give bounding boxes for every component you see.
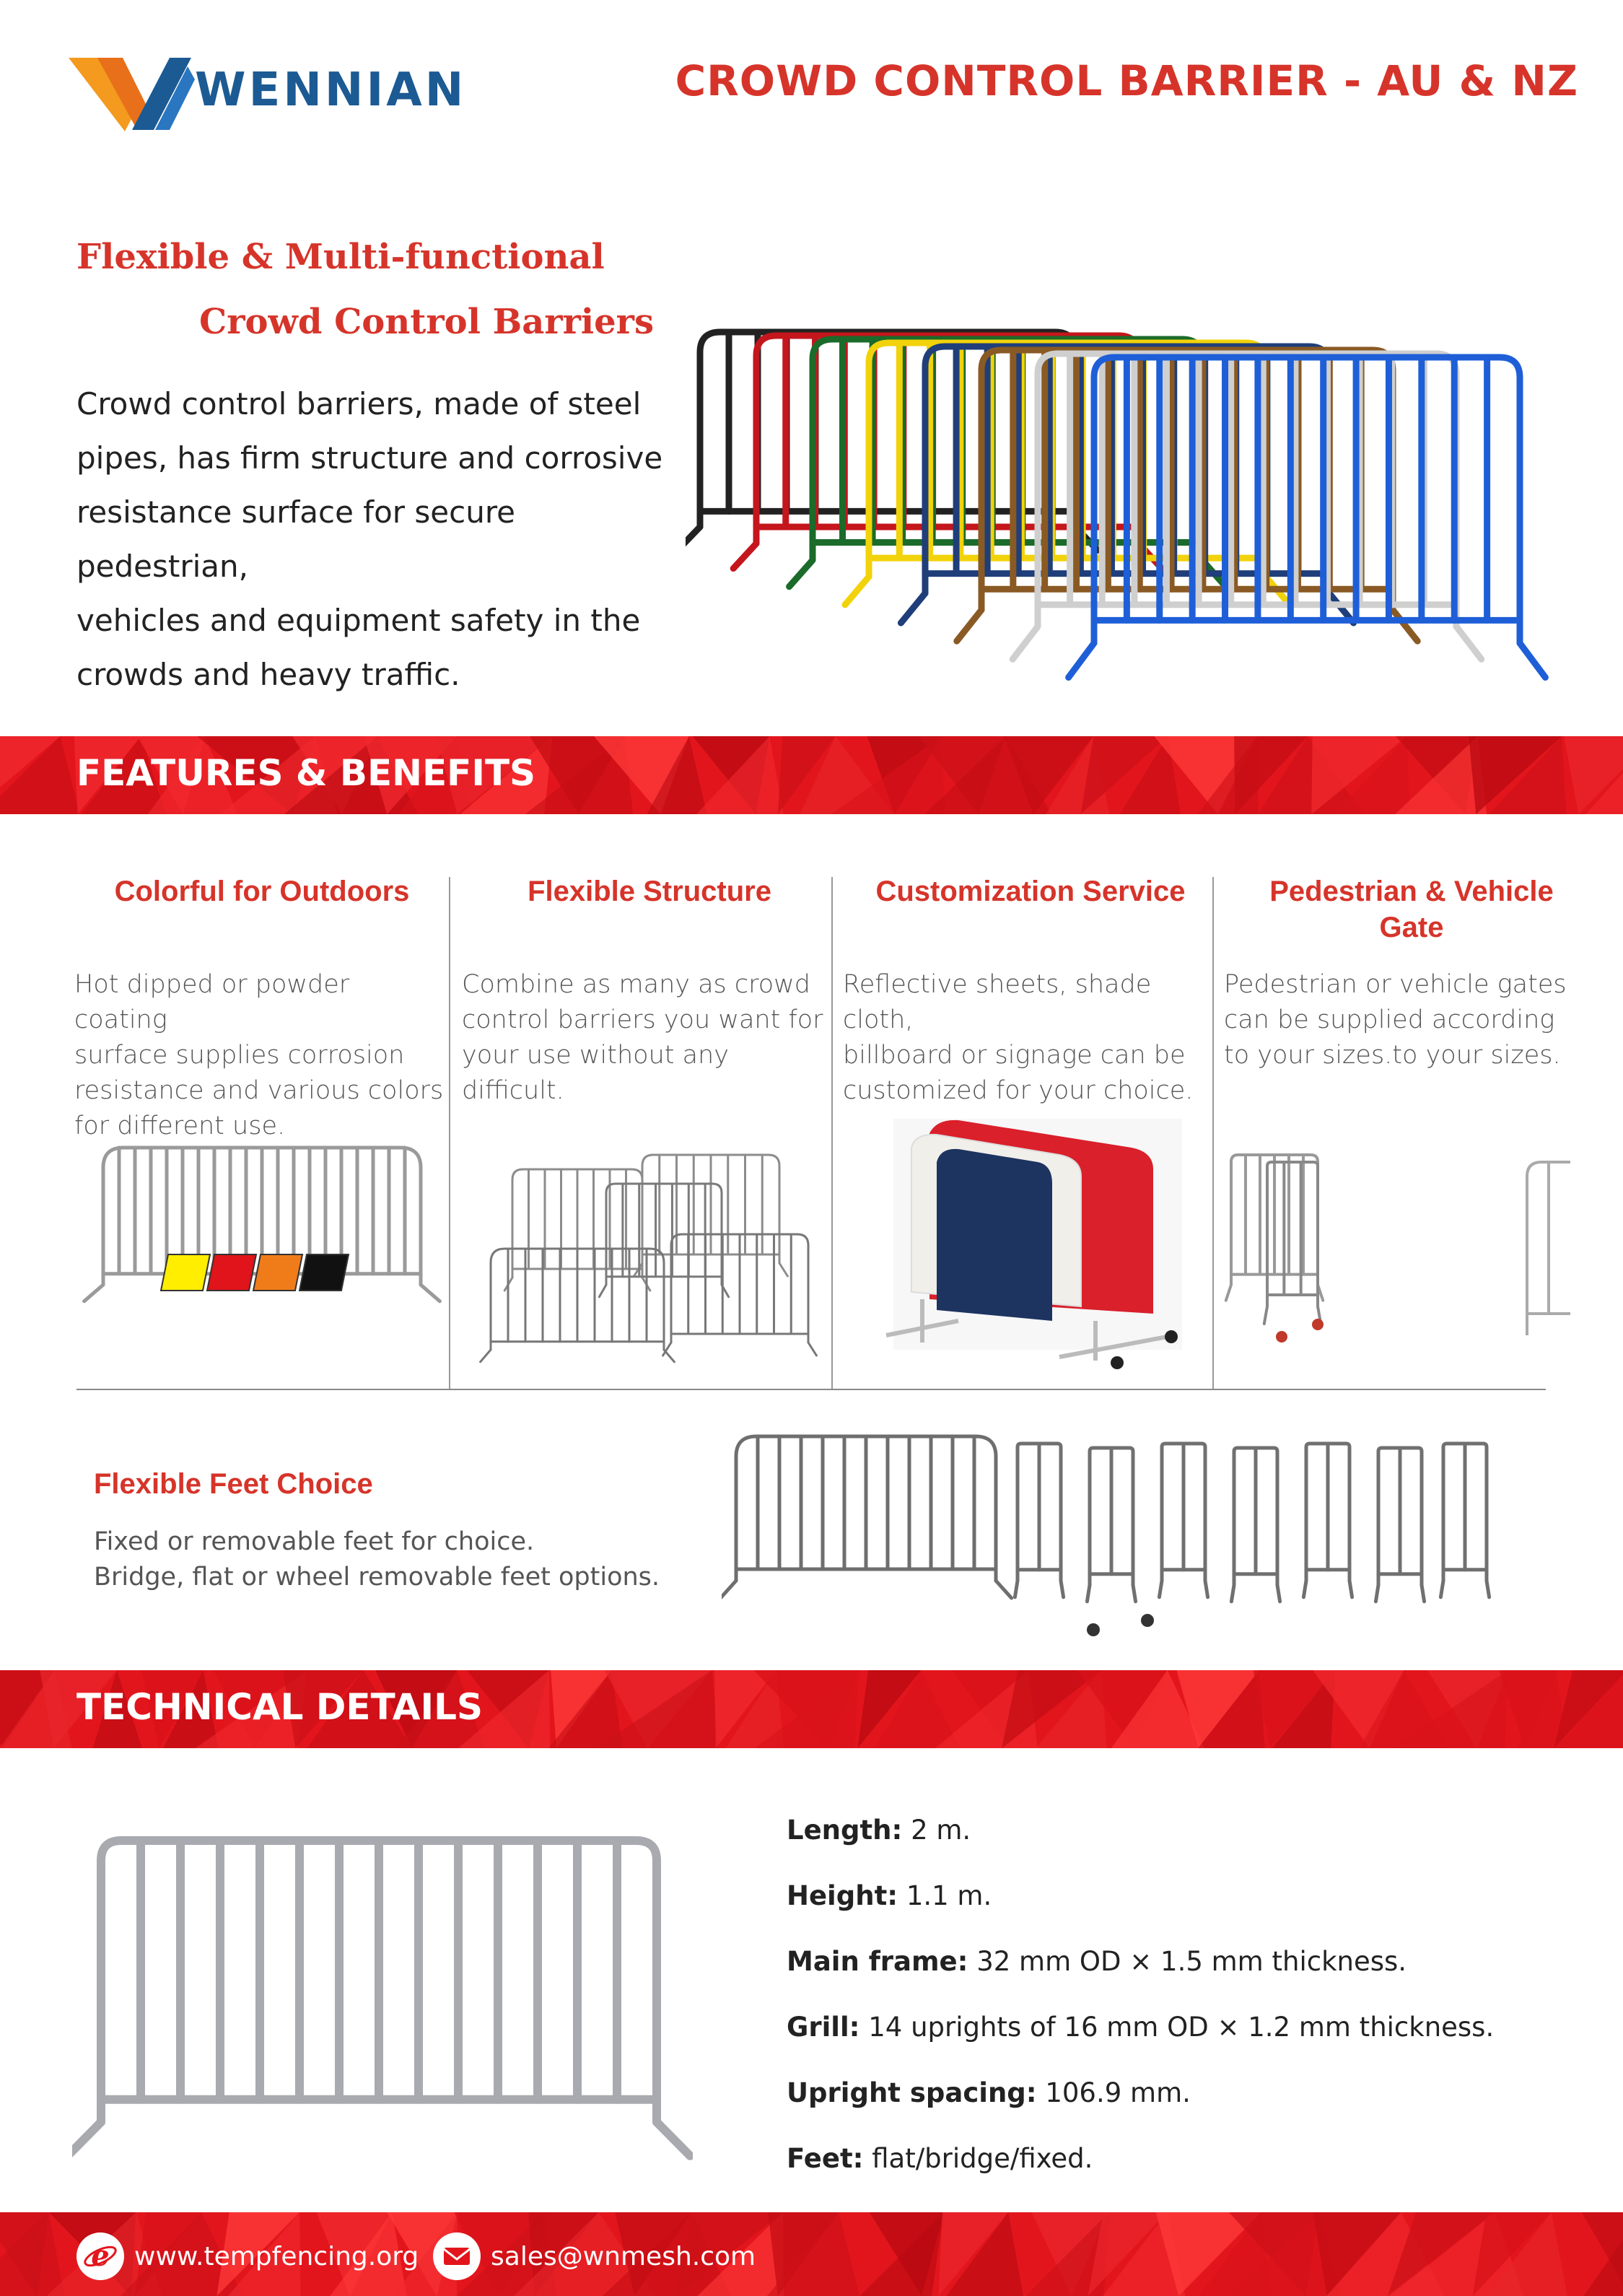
email-link[interactable]: sales@wnmesh.com (491, 2241, 756, 2271)
color-swatch (207, 1254, 256, 1291)
web-icon (76, 2232, 124, 2280)
spec-grill: Grill: 14 uprights of 16 mm OD × 1.2 mm thickness. (787, 2012, 1495, 2043)
feature-flexible-structure (462, 866, 837, 1386)
feature-line: customized for your choice. (843, 1076, 1194, 1105)
feet-choice-title: Flexible Feet Choice (94, 1468, 373, 1500)
column-divider (449, 877, 450, 1389)
technical-banner-title: TECHNICAL DETAILS (76, 1686, 483, 1728)
colored-barriers-image (686, 318, 1566, 707)
combined-barriers-image (462, 1104, 837, 1379)
feet-choice-description (94, 1524, 660, 1595)
spec-length: Length: 2 m. (787, 1815, 971, 1846)
feature-line: to your sizes.to your sizes. (1224, 1041, 1561, 1070)
feature-line: your use without any difficult. (462, 1041, 729, 1105)
brand-name: WENNIAN (195, 64, 467, 117)
spec-upright-spacing: Upright spacing: 106.9 mm. (787, 2077, 1191, 2108)
column-divider (1212, 877, 1214, 1389)
feature-line: Reflective sheets, shade cloth, (843, 970, 1152, 1034)
feature-line: Pedestrian or vehicle gates (1224, 970, 1567, 999)
intro-paragraph (76, 377, 668, 702)
intro-line: crowds and heavy traffic. (76, 657, 460, 692)
footer (0, 2212, 1623, 2296)
website-link[interactable]: www.tempfencing.org (134, 2241, 419, 2271)
feature-title: Flexible Structure (528, 876, 771, 907)
feet-options-image (722, 1422, 1515, 1653)
covered-barriers-image (843, 1104, 1218, 1379)
barrier-technical-image (72, 1826, 693, 2180)
color-swatch (299, 1254, 349, 1291)
feature-line: billboard or signage can be (843, 1041, 1186, 1070)
feature-title: Customization Service (875, 876, 1186, 907)
intro-line: resistance surface for secure pedestrian, (76, 494, 516, 584)
feature-line: surface supplies corrosion (74, 1041, 405, 1070)
technical-banner (0, 1670, 1623, 1748)
hero-barrier (957, 350, 1417, 641)
feet-line: Bridge, flat or wheel removable feet options. (94, 1563, 660, 1592)
spec-list (787, 1797, 1580, 2191)
mail-icon (433, 2232, 481, 2280)
intro-heading-line-2: Crowd Control Barriers (199, 302, 654, 342)
feature-line: control barriers you want for (462, 1005, 823, 1034)
color-swatch (161, 1254, 210, 1291)
feature-title-line: Gate (1379, 912, 1444, 943)
spec-main-frame: Main frame: 32 mm OD × 1.5 mm thickness. (787, 1946, 1407, 1977)
feature-line: Hot dipped or powder coating (74, 970, 350, 1034)
section-divider (76, 1389, 1546, 1390)
feature-description (462, 967, 837, 1109)
gate-barriers-image (1224, 1104, 1599, 1379)
feature-description (843, 967, 1218, 1109)
document-title: CROWD CONTROL BARRIER - AU & NZ (675, 56, 1578, 105)
feature-customization (843, 866, 1218, 1386)
color-swatch (253, 1254, 302, 1291)
intro-line: pipes, has firm structure and corrosive (76, 440, 663, 476)
feature-line: resistance and various colors (74, 1076, 444, 1105)
svg-text:e: e (91, 2239, 110, 2273)
barrier-with-color-swatches-image (74, 1104, 450, 1379)
intro-line: Crowd control barriers, made of steel (76, 386, 642, 422)
feature-line: for different use. (74, 1112, 286, 1140)
feature-line: can be supplied according (1224, 1005, 1555, 1034)
spec-height: Height: 1.1 m. (787, 1880, 992, 1911)
feet-line: Fixed or removable feet for choice. (94, 1527, 535, 1556)
feature-colorful (74, 866, 450, 1386)
spec-feet: Feet: flat/bridge/fixed. (787, 2143, 1093, 2174)
intro-line: vehicles and equipment safety in the (76, 603, 641, 638)
feature-gate (1224, 866, 1599, 1386)
intro-heading-line-1: Flexible & Multi-functional (76, 237, 605, 277)
feature-line: Combine as many as crowd (462, 970, 811, 999)
features-banner (0, 736, 1623, 814)
feature-title (1224, 873, 1599, 946)
footer-email[interactable] (433, 2232, 756, 2280)
footer-website[interactable] (76, 2232, 419, 2280)
feature-title-line: Pedestrian & Vehicle (1269, 876, 1554, 907)
features-banner-title: FEATURES & BENEFITS (76, 752, 536, 794)
feature-title: Colorful for Outdoors (114, 876, 410, 907)
feature-description (1224, 967, 1599, 1073)
column-divider (831, 877, 833, 1389)
